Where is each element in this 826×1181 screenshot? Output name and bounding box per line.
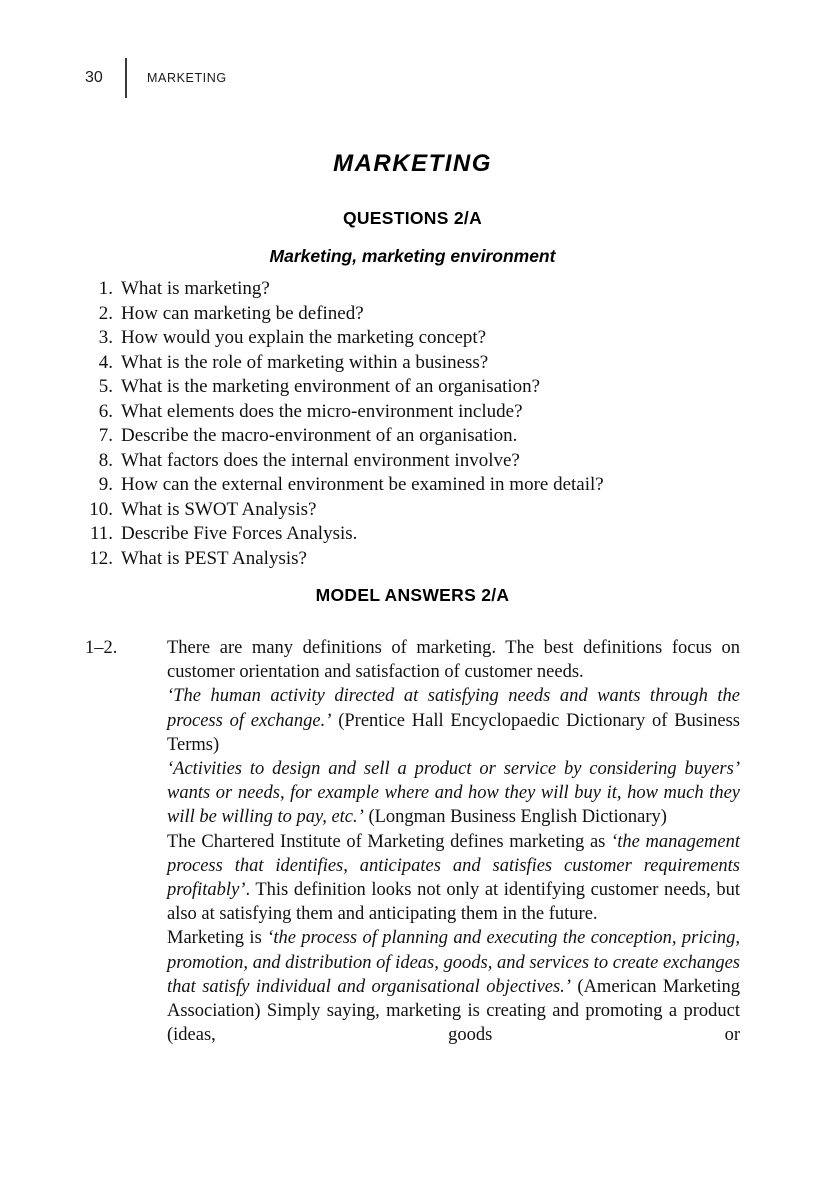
question-text: How can marketing be defined? (121, 302, 364, 324)
page-number: 30 (85, 69, 103, 86)
answer-paragraph (167, 684, 740, 757)
questions-subtitle: Marketing, marketing environment (269, 246, 556, 266)
answer-paragraph (167, 830, 740, 927)
question-item (85, 302, 740, 327)
question-number: 1. (98, 278, 113, 299)
answer-block (85, 636, 740, 1047)
question-number: 11. (89, 523, 113, 544)
question-text: What elements does the micro-environment include? (121, 400, 523, 422)
quoted-definition: ‘The human activity directed at satisfying needs and wants through the process of exchange.’ (167, 686, 740, 731)
question-text: How would you explain the marketing concept? (121, 327, 487, 348)
answer-segment: . This definition looks not only at identifying customer needs, but also at satisfying them and anticipating them in the future. (167, 880, 740, 925)
question-number: 7. (98, 425, 113, 446)
question-number: 6. (98, 400, 113, 422)
answer-segment: There are many definitions of marketing. The best definitions focus on customer orientation and satisfaction of customer needs. (167, 638, 740, 683)
running-head: MARKETING (147, 71, 227, 85)
question-text: Describe the macro-environment of an organisation. (121, 425, 518, 446)
question-text: What is PEST Analysis? (121, 547, 307, 569)
question-number: 10. (89, 498, 113, 520)
answers-heading: MODEL ANSWERS 2/A (315, 585, 510, 605)
quoted-definition: ‘the process of planning and executing the conception, pricing, promotion, and distribution of ideas, goods, and services to create exchanges that satisfy individual and organisational objectives.’ (167, 928, 740, 997)
answer-number: 1–2. (85, 638, 118, 658)
question-item (85, 473, 740, 498)
answer-paragraph (167, 757, 740, 830)
question-item (85, 449, 740, 474)
question-item (85, 326, 740, 351)
question-number: 3. (98, 327, 113, 348)
question-item (85, 424, 740, 449)
answer-segment: (American Marketing Association) Simply saying, marketing is creating and promoting a product (ideas, goods or (167, 976, 740, 1046)
question-text: What is SWOT Analysis? (121, 498, 317, 520)
answer-text (167, 636, 740, 1047)
chapter-title: MARKETING (333, 150, 492, 177)
question-text: What is marketing? (121, 278, 270, 299)
question-item (85, 522, 740, 547)
question-text: How can the external environment be examined in more detail? (121, 474, 604, 495)
question-number: 12. (89, 547, 113, 569)
quoted-definition: ‘the management process that identifies, anticipates and satisfies customer requirements profitably’ (167, 831, 740, 901)
answer-paragraph (167, 636, 740, 684)
question-text: Describe Five Forces Analysis. (121, 523, 358, 544)
answer-segment: Marketing is (167, 928, 268, 949)
question-item (85, 277, 740, 302)
question-number: 9. (98, 474, 113, 495)
question-item (85, 498, 740, 523)
questions-list (85, 277, 740, 571)
question-number: 4. (98, 351, 113, 373)
question-text: What is the role of marketing within a business? (121, 351, 489, 373)
header-divider (125, 58, 127, 98)
question-item (85, 351, 740, 376)
answer-segment: The Chartered Institute of Marketing defines marketing as (167, 831, 612, 852)
question-text: What is the marketing environment of an organisation? (121, 376, 541, 397)
question-item (85, 375, 740, 400)
question-item (85, 400, 740, 425)
question-number: 8. (98, 449, 113, 471)
question-number: 2. (98, 302, 113, 324)
answer-paragraph (167, 926, 740, 1047)
answer-segment: (Longman Business English Dictionary) (363, 807, 667, 828)
question-item (85, 547, 740, 572)
questions-heading: QUESTIONS 2/A (342, 208, 483, 228)
quoted-definition: ‘Activities to design and sell a product or service by considering buyers’ wants or needs, for example where and how they will buy it, how much they will be willing to pay, etc.’ (167, 759, 740, 828)
page-header (85, 58, 740, 98)
question-text: What factors does the internal environment involve? (121, 449, 520, 471)
answer-segment: (Prentice Hall Encyclopaedic Dictionary of Business Terms) (167, 710, 740, 755)
question-number: 5. (98, 376, 113, 397)
